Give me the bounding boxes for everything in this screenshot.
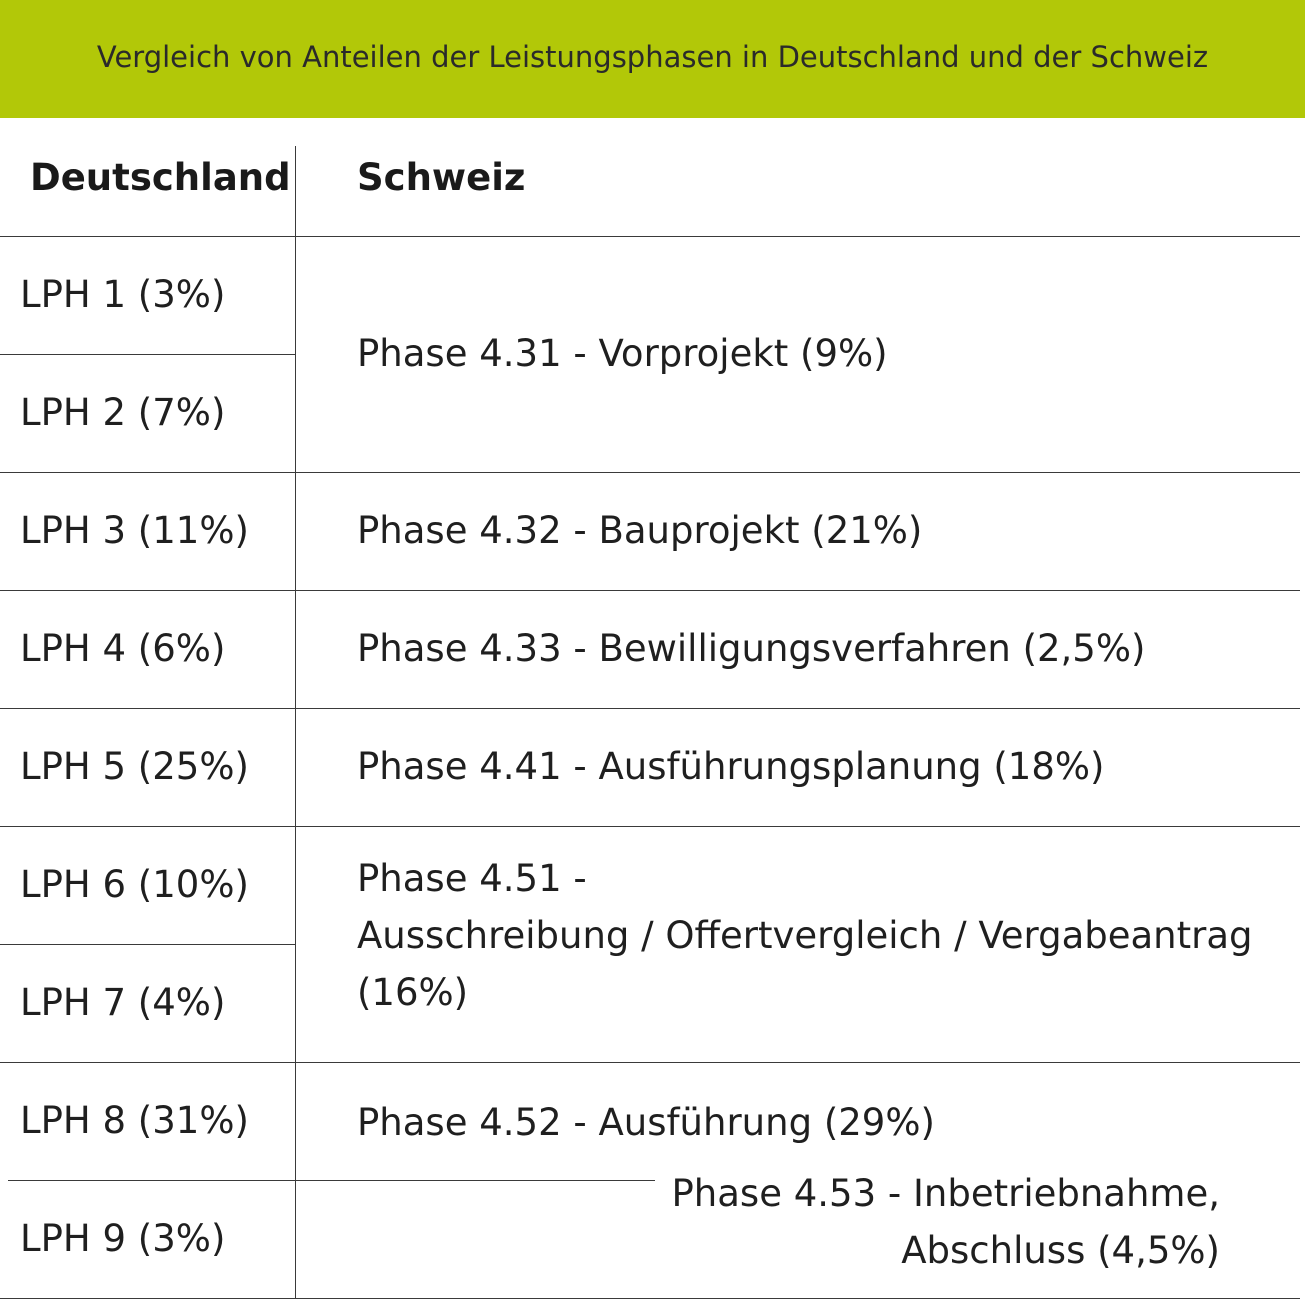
title-banner [0, 0, 1305, 118]
germany-lph-9: LPH 9 (3%) [20, 1217, 226, 1260]
germany-lph-7: LPH 7 (4%) [20, 981, 226, 1024]
germany-lph-4: LPH 4 (6%) [20, 627, 226, 670]
germany-lph-8: LPH 8 (31%) [20, 1099, 249, 1142]
row-divider [0, 590, 1300, 591]
germany-lph-5: LPH 5 (25%) [20, 745, 249, 788]
swiss-phase-4-33: Phase 4.33 - Bewilligungsverfahren (2,5%) [357, 627, 1146, 670]
germany-lph-6: LPH 6 (10%) [20, 863, 249, 906]
germany-lph-1: LPH 1 (3%) [20, 273, 226, 316]
germany-lph-2: LPH 2 (7%) [20, 391, 226, 434]
row-divider [0, 354, 295, 355]
swiss-phase-4-41: Phase 4.41 - Ausführungsplanung (18%) [357, 745, 1105, 788]
row-divider [0, 708, 1300, 709]
row-divider [0, 1062, 1300, 1063]
row-divider [0, 236, 1300, 237]
swiss-phase-4-53-line-1: Phase 4.53 - Inbetriebnahme, [671, 1172, 1220, 1215]
header-schweiz: Schweiz [357, 156, 526, 199]
table-title: Vergleich von Anteilen der Leistungsphasen in Deutschland und der Schweiz [96, 40, 1209, 74]
swiss-phase-4-53-line-2: Abschluss (4,5%) [901, 1229, 1220, 1272]
row-divider [0, 1298, 1300, 1299]
column-divider [295, 146, 296, 1298]
swiss-phase-4-31: Phase 4.31 - Vorprojekt (9%) [357, 332, 888, 375]
row-divider [0, 826, 1300, 827]
row-divider [0, 944, 295, 945]
swiss-phase-4-32: Phase 4.32 - Bauprojekt (21%) [357, 509, 923, 552]
swiss-phase-4-51-line-3: (16%) [357, 971, 469, 1014]
swiss-phase-4-51-line-2: Ausschreibung / Offertvergleich / Vergabeantrag [357, 914, 1253, 957]
germany-lph-3: LPH 3 (11%) [20, 509, 249, 552]
header-deutschland: Deutschland [30, 156, 291, 199]
swiss-phase-4-52: Phase 4.52 - Ausführung (29%) [357, 1101, 935, 1144]
row-divider [0, 472, 1300, 473]
row-divider [8, 1180, 655, 1181]
swiss-phase-4-51-line-1: Phase 4.51 - [357, 857, 587, 900]
